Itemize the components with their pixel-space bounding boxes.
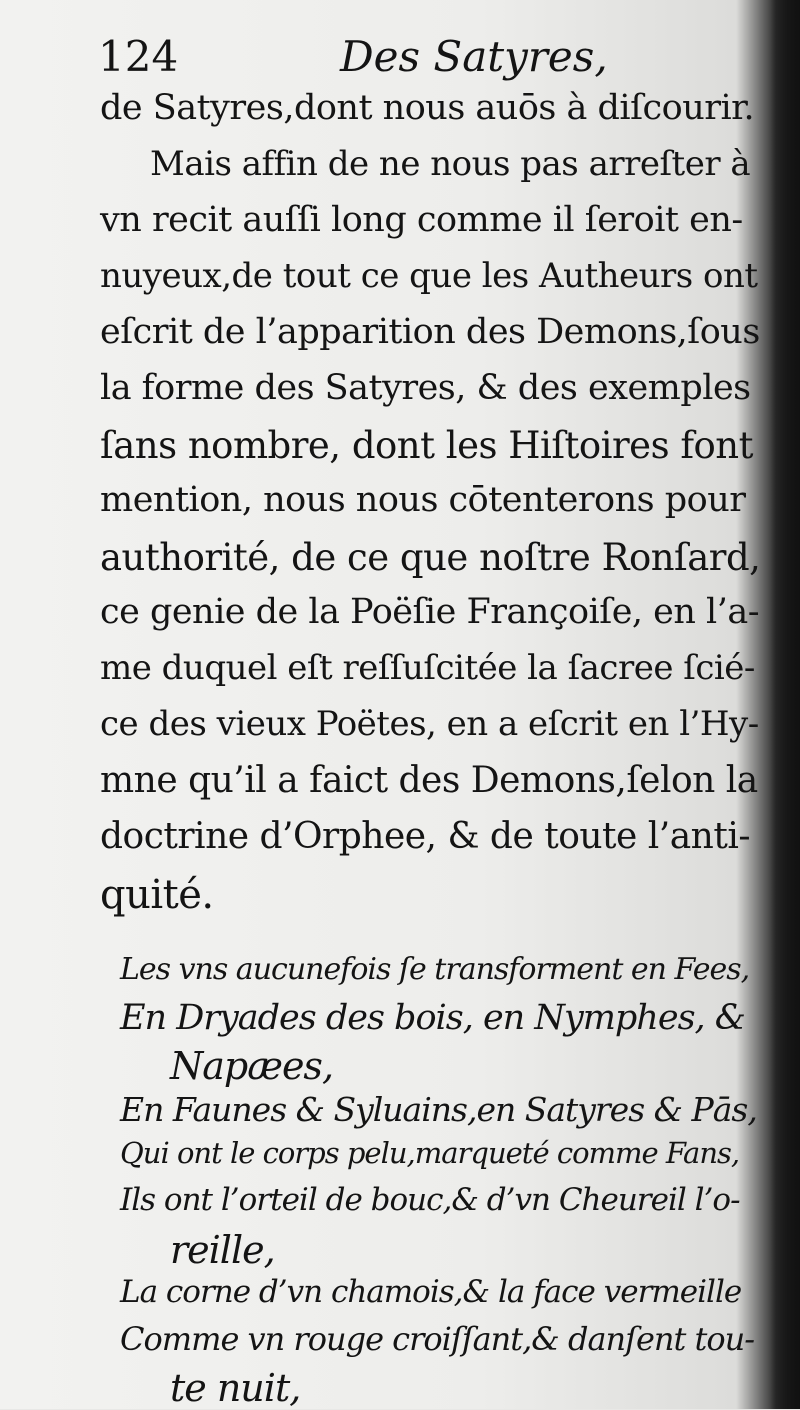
prose-line: vn recit auſſi long comme il ſeroit en- xyxy=(100,200,743,240)
prose-line: la forme des Satyres, & des exemples xyxy=(100,368,751,408)
verse-line: Ils ont l’orteil de bouc,& d’vn Cheureil l’o- xyxy=(120,1182,740,1218)
verse-line: reille, xyxy=(170,1228,275,1272)
prose-line: eſcrit de l’apparition des Demons,ſous xyxy=(100,312,760,352)
running-head: Des Satyres, xyxy=(340,32,608,81)
prose-line: mne qu’il a faict des Demons,ſelon la xyxy=(100,760,758,801)
verse-line: Qui ont le corps pelu,marqueté comme Fans, xyxy=(120,1136,740,1170)
prose-line: doctrine d’Orphee, & de toute l’anti- xyxy=(100,816,751,857)
prose-line: de Satyres,dont nous auōs à diſcourir. xyxy=(100,88,755,128)
verse-line: En Dryades des bois, en Nymphes, & xyxy=(120,998,745,1038)
prose-line: quité. xyxy=(100,872,214,918)
verse-line: La corne d’vn chamois,& la face vermeille xyxy=(120,1274,742,1310)
page-number: 124 xyxy=(98,32,179,81)
prose-line: ſans nombre, dont les Hiſtoires font xyxy=(100,424,753,467)
verse-line: Comme vn rouge croiſſant,& danſent tou- xyxy=(120,1320,755,1358)
prose-line: nuyeux,de tout ce que les Autheurs ont xyxy=(100,256,758,296)
page-edge-shadow xyxy=(770,0,800,1409)
verse-line: Napæes, xyxy=(170,1044,334,1088)
verse-line: Les vns aucunefois ſe transforment en Fees, xyxy=(120,952,750,987)
prose-line: ce des vieux Poëtes, en a eſcrit en l’Hy- xyxy=(100,704,759,744)
prose-line: mention, nous nous cōtenterons pour xyxy=(100,480,746,520)
prose-line: Mais affin de ne nous pas arreſter à xyxy=(150,144,751,184)
page-header xyxy=(0,20,800,90)
verse-line: En Faunes & Syluains,en Satyres & Pās, xyxy=(120,1090,757,1129)
verse-line: te nuit, xyxy=(170,1366,301,1410)
prose-line: authorité, de ce que noſtre Ronſard, xyxy=(100,536,761,579)
prose-line: ce genie de la Poëſie Françoiſe, en l’a- xyxy=(100,592,760,632)
prose-line: me duquel eſt reſſuſcitée la ſacree ſcié- xyxy=(100,648,755,688)
